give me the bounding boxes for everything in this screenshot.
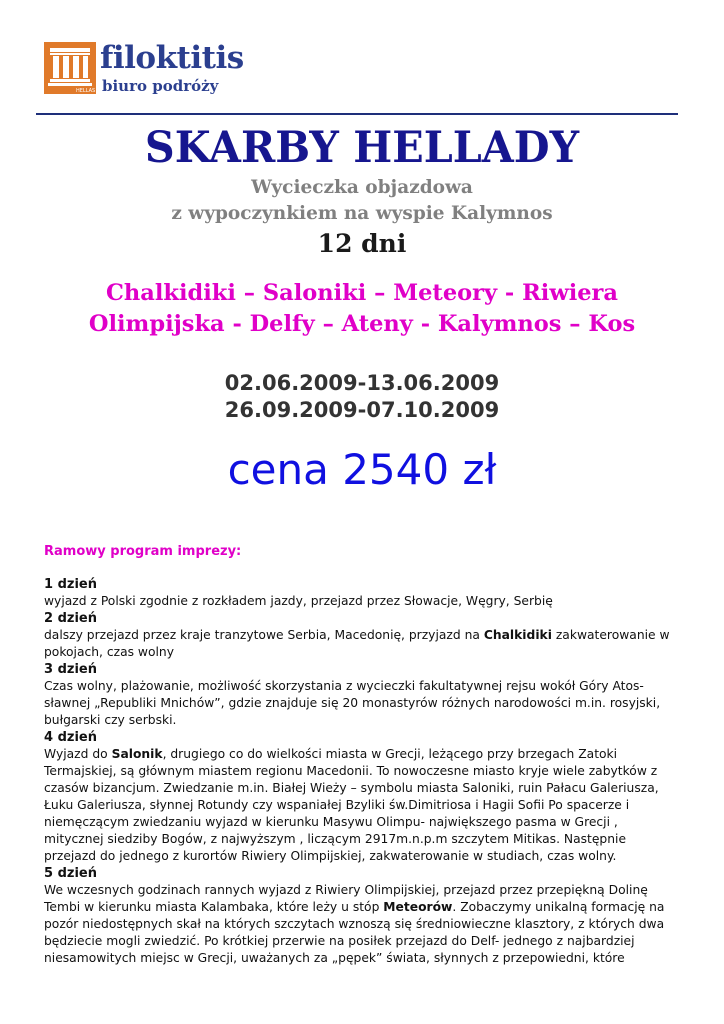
columns-logo-icon [44, 42, 96, 94]
program-day-text-line: Czas wolny, plażowanie, możliwość skorzystania z wycieczki fakultatywnej rejsu wokół Góry Atos- [44, 679, 644, 693]
trip-price: cena 2540 zł [227, 445, 497, 494]
program-day-text-line: Termajskiej, są głównym miastem regionu Macedonii. To nowoczesne miasto kryje wiele zabytków z [44, 764, 658, 778]
program-day-title: 3 dzień [44, 662, 97, 677]
subtitle-line-2: z wypoczynkiem na wyspie Kalymnos [171, 203, 553, 224]
program-day-text-line: mitycznej siedziby Bogów, z najwyższym , liczącym 2917m.n.p.m szczytem Mitikas. Następnie [44, 832, 627, 846]
company-logo [44, 38, 244, 100]
route-line-2: Olimpijska - Delfy – Ateny - Kalymnos – Kos [88, 311, 636, 337]
logo-tagline: biuro podróży [102, 77, 219, 95]
program-day-title: 1 dzień [44, 577, 97, 592]
program-day-text-line: Wyjazd do Salonik, drugiego co do wielkości miasta w Grecji, leżącego przy brzegach Zatoki [44, 747, 618, 761]
program-day-text-line: sławnej „Republiki Mnichów”, gdzie znajduje się 20 monastyrów różnych narodowości m.in. rosyjski, [44, 696, 661, 710]
trip-duration: 12 dni [317, 229, 407, 258]
program-day-text-line: pozór niedostępnych skał na których szczytach wznoszą się średniowieczne klasztory, z których dwa [44, 917, 665, 931]
program-day-text-line: będziecie mogli zwiedzić. Po krótkiej przerwie na posiłek przejazd do Delf- jednego z najbardziej [44, 934, 635, 948]
program-day [44, 610, 680, 661]
program-day-text-line: dalszy przejazd przez kraje tranzytowe Serbia, Macedonię, przyjazd na Chalkidiki zakwaterowanie w [44, 628, 670, 642]
program-day-text-line: czasów bizancjum. Zwiedzanie m.in. Białej Wieży – symbolu miasta Saloniki, ruin Pałacu Galeriusza, [44, 781, 659, 795]
program-day-text-line: We wczesnych godzinach rannych wyjazd z Riwiery Olimpijskiej, przejazd przez przepiękną Dolinę [44, 883, 648, 897]
program-day-title: 2 dzień [44, 611, 97, 626]
highlighted-place-name: Meteorów [383, 900, 453, 914]
trip-date-2: 26.09.2009-07.10.2009 [224, 398, 500, 422]
highlighted-place-name: Chalkidiki [483, 628, 552, 642]
program-heading: Ramowy program imprezy: [44, 544, 242, 559]
program-day-text-line: niesamowitych miejsc w Grecji, uważanych za „pępek” świata, słynnych z przepowiedni, które [44, 951, 625, 965]
program-day [44, 661, 680, 729]
program-day [44, 729, 680, 865]
program-day-text-line: bułgarski czy serbski. [44, 713, 177, 727]
logo-mark-text: HELLAS [76, 88, 96, 94]
logo-name: filoktitis [100, 40, 244, 76]
program-day [44, 865, 680, 967]
header-divider [36, 113, 678, 115]
program-day-text-line: Tembi w kierunku miasta Kalambaka, które leży u stóp Meteorów. Zobaczymy unikalną formację na [44, 900, 665, 914]
program-day-text-line: pokojach, czas wolny [44, 645, 174, 659]
program-section [44, 542, 680, 967]
program-day-text-line: przejazd do jednego z kurortów Riwiery Olimpijskiej, zakwaterowanie w studiach, czas wolny. [44, 849, 617, 863]
highlighted-place-name: Salonik [111, 747, 163, 761]
route-line-1: Chalkidiki – Saloniki – Meteory - Riwiera [106, 280, 618, 306]
subtitle-line-1: Wycieczka objazdowa [251, 177, 473, 198]
program-day-title: 4 dzień [44, 730, 97, 745]
program-day [44, 576, 680, 610]
page-title: SKARBY HELLADY [144, 123, 580, 173]
program-day-text-line: niemęczącym zwiedzaniu wyjazd w kierunku Masywu Olimpu- największego pasma w Grecji , [44, 815, 618, 829]
program-day-text-line: Łuku Galeriusza, słynnej Rotundy czy wspaniałej Bzyliki św.Dimitriosa i Hagii Sofii Po spacerze i [44, 798, 630, 812]
program-days [44, 576, 680, 967]
trip-date-1: 02.06.2009-13.06.2009 [224, 371, 500, 395]
program-day-text-line: wyjazd z Polski zgodnie z rozkładem jazdy, przejazd przez Słowacje, Węgry, Serbię [44, 594, 553, 608]
program-day-title: 5 dzień [44, 866, 97, 881]
